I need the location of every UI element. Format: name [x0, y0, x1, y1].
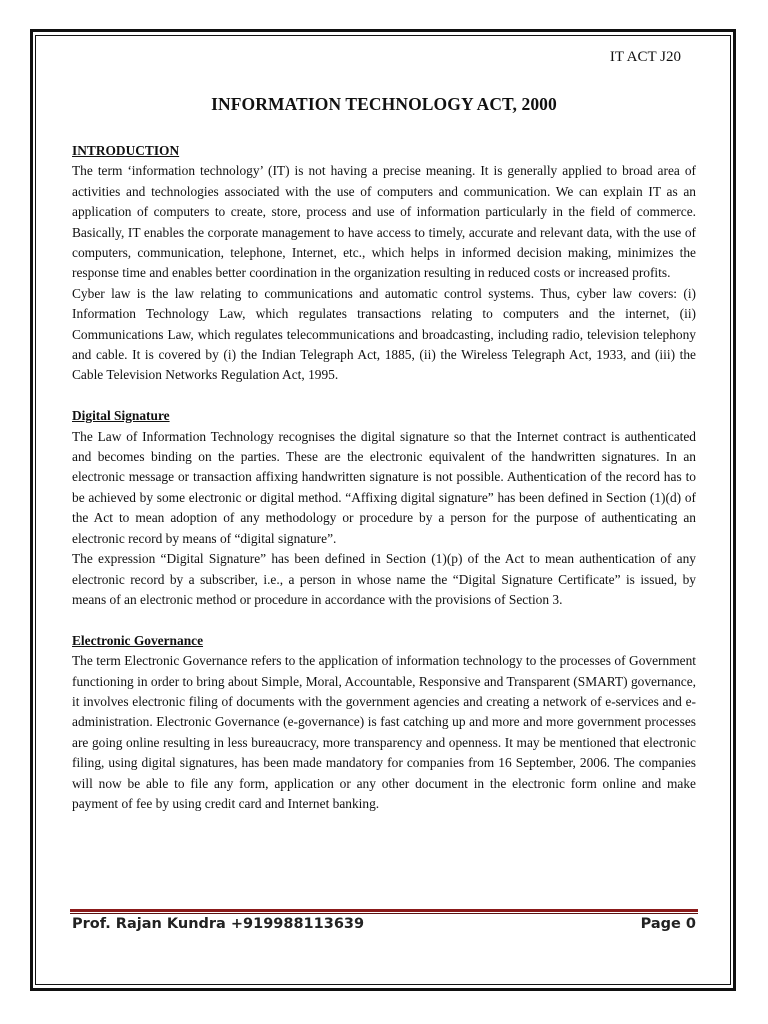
paragraph: The term Electronic Governance refers to the application of information technology to the processes of Government functioning in order to bring about Simple, Moral, Accountable, Responsive and Transparent (SMART) governance, it involves electronic filing of documents with the government agencies and creating a network of e-services and e-administration. Electronic Governance (e-governance) is fast catching up and more and more government processes are going online resulting in less bureaucracy, more transparency and openness. It may be mentioned that electronic filing, using digital signatures, has been made mandatory for companies from 16 September, 2006. The companies will now be able to file any form, application or any other document in the electronic form online and make payment of fee by using credit card and Internet banking.	[72, 653, 696, 811]
paragraph: The term ‘information technology’ (IT) is not having a precise meaning. It is generally applied to broad area of activities and technologies associated with the use of computers and communication. We can explain IT as an application of computers to create, store, process and use of information particularly in the field of commerce. Basically, IT enables the corporate management to have access to timely, accurate and relevant data, with the use of computers, communication, telephone, Internet, etc., which helps in informed decision making, minimizes the response time and enables better coordination in the organization resulting in reduced costs or increased profits.	[72, 163, 696, 281]
paragraph: Cyber law is the law relating to communications and automatic control systems. Thus, cyber law covers: (i) Information Technology Law, which regulates transactions relating to computers and the internet, (ii) Communications Law, which regulates telecommunications and broadcasting, including radio, television telephony and cable. It is covered by (i) the Indian Telegraph Act, 1885, (ii) the Wireless Telegraph Act, 1933, and (iii) the Cable Television Networks Regulation Act, 1995.	[72, 285, 696, 383]
section-digital-signature	[72, 406, 696, 610]
document-body	[72, 141, 696, 814]
section-heading-electronic-governance: Electronic Governance	[72, 632, 204, 648]
document-code: IT ACT J20	[609, 49, 681, 65]
page-title: INFORMATION TECHNOLOGY ACT, 2000	[211, 94, 557, 114]
section-electronic-governance	[72, 631, 696, 815]
paragraph: The Law of Information Technology recognises the digital signature so that the Internet contract is authenticated and becomes binding on the parties. These are the electronic equivalent of the handwritten signatures. In an electronic message or transaction affixing handwritten signature is not possible. Authentication of the record has to be achieved by some electronic or digital method. “Affixing digital signature” has been defined in Section (1)(d) of the Act to mean adoption of any methodology or procedure by a person for the purpose of authenticating an electronic record by means of “digital signature”.	[72, 428, 696, 546]
paragraph: The expression “Digital Signature” has been defined in Section (1)(p) of the Act to mean authentication of any electronic record by a subscriber, i.e., a person in whose name the “Digital Signature Certificate” is issued, by means of an electronic method or procedure in accordance with the provisions of Section 3.	[72, 551, 696, 607]
footer-divider-thin	[70, 913, 698, 914]
footer-divider	[70, 909, 698, 912]
section-heading-digital-signature: Digital Signature	[72, 408, 170, 424]
page-number: Page 0	[640, 916, 696, 932]
footer-author: Prof. Rajan Kundra +919988113639	[72, 916, 365, 932]
section-introduction	[72, 141, 696, 386]
section-heading-introduction: INTRODUCTION	[72, 143, 180, 158]
